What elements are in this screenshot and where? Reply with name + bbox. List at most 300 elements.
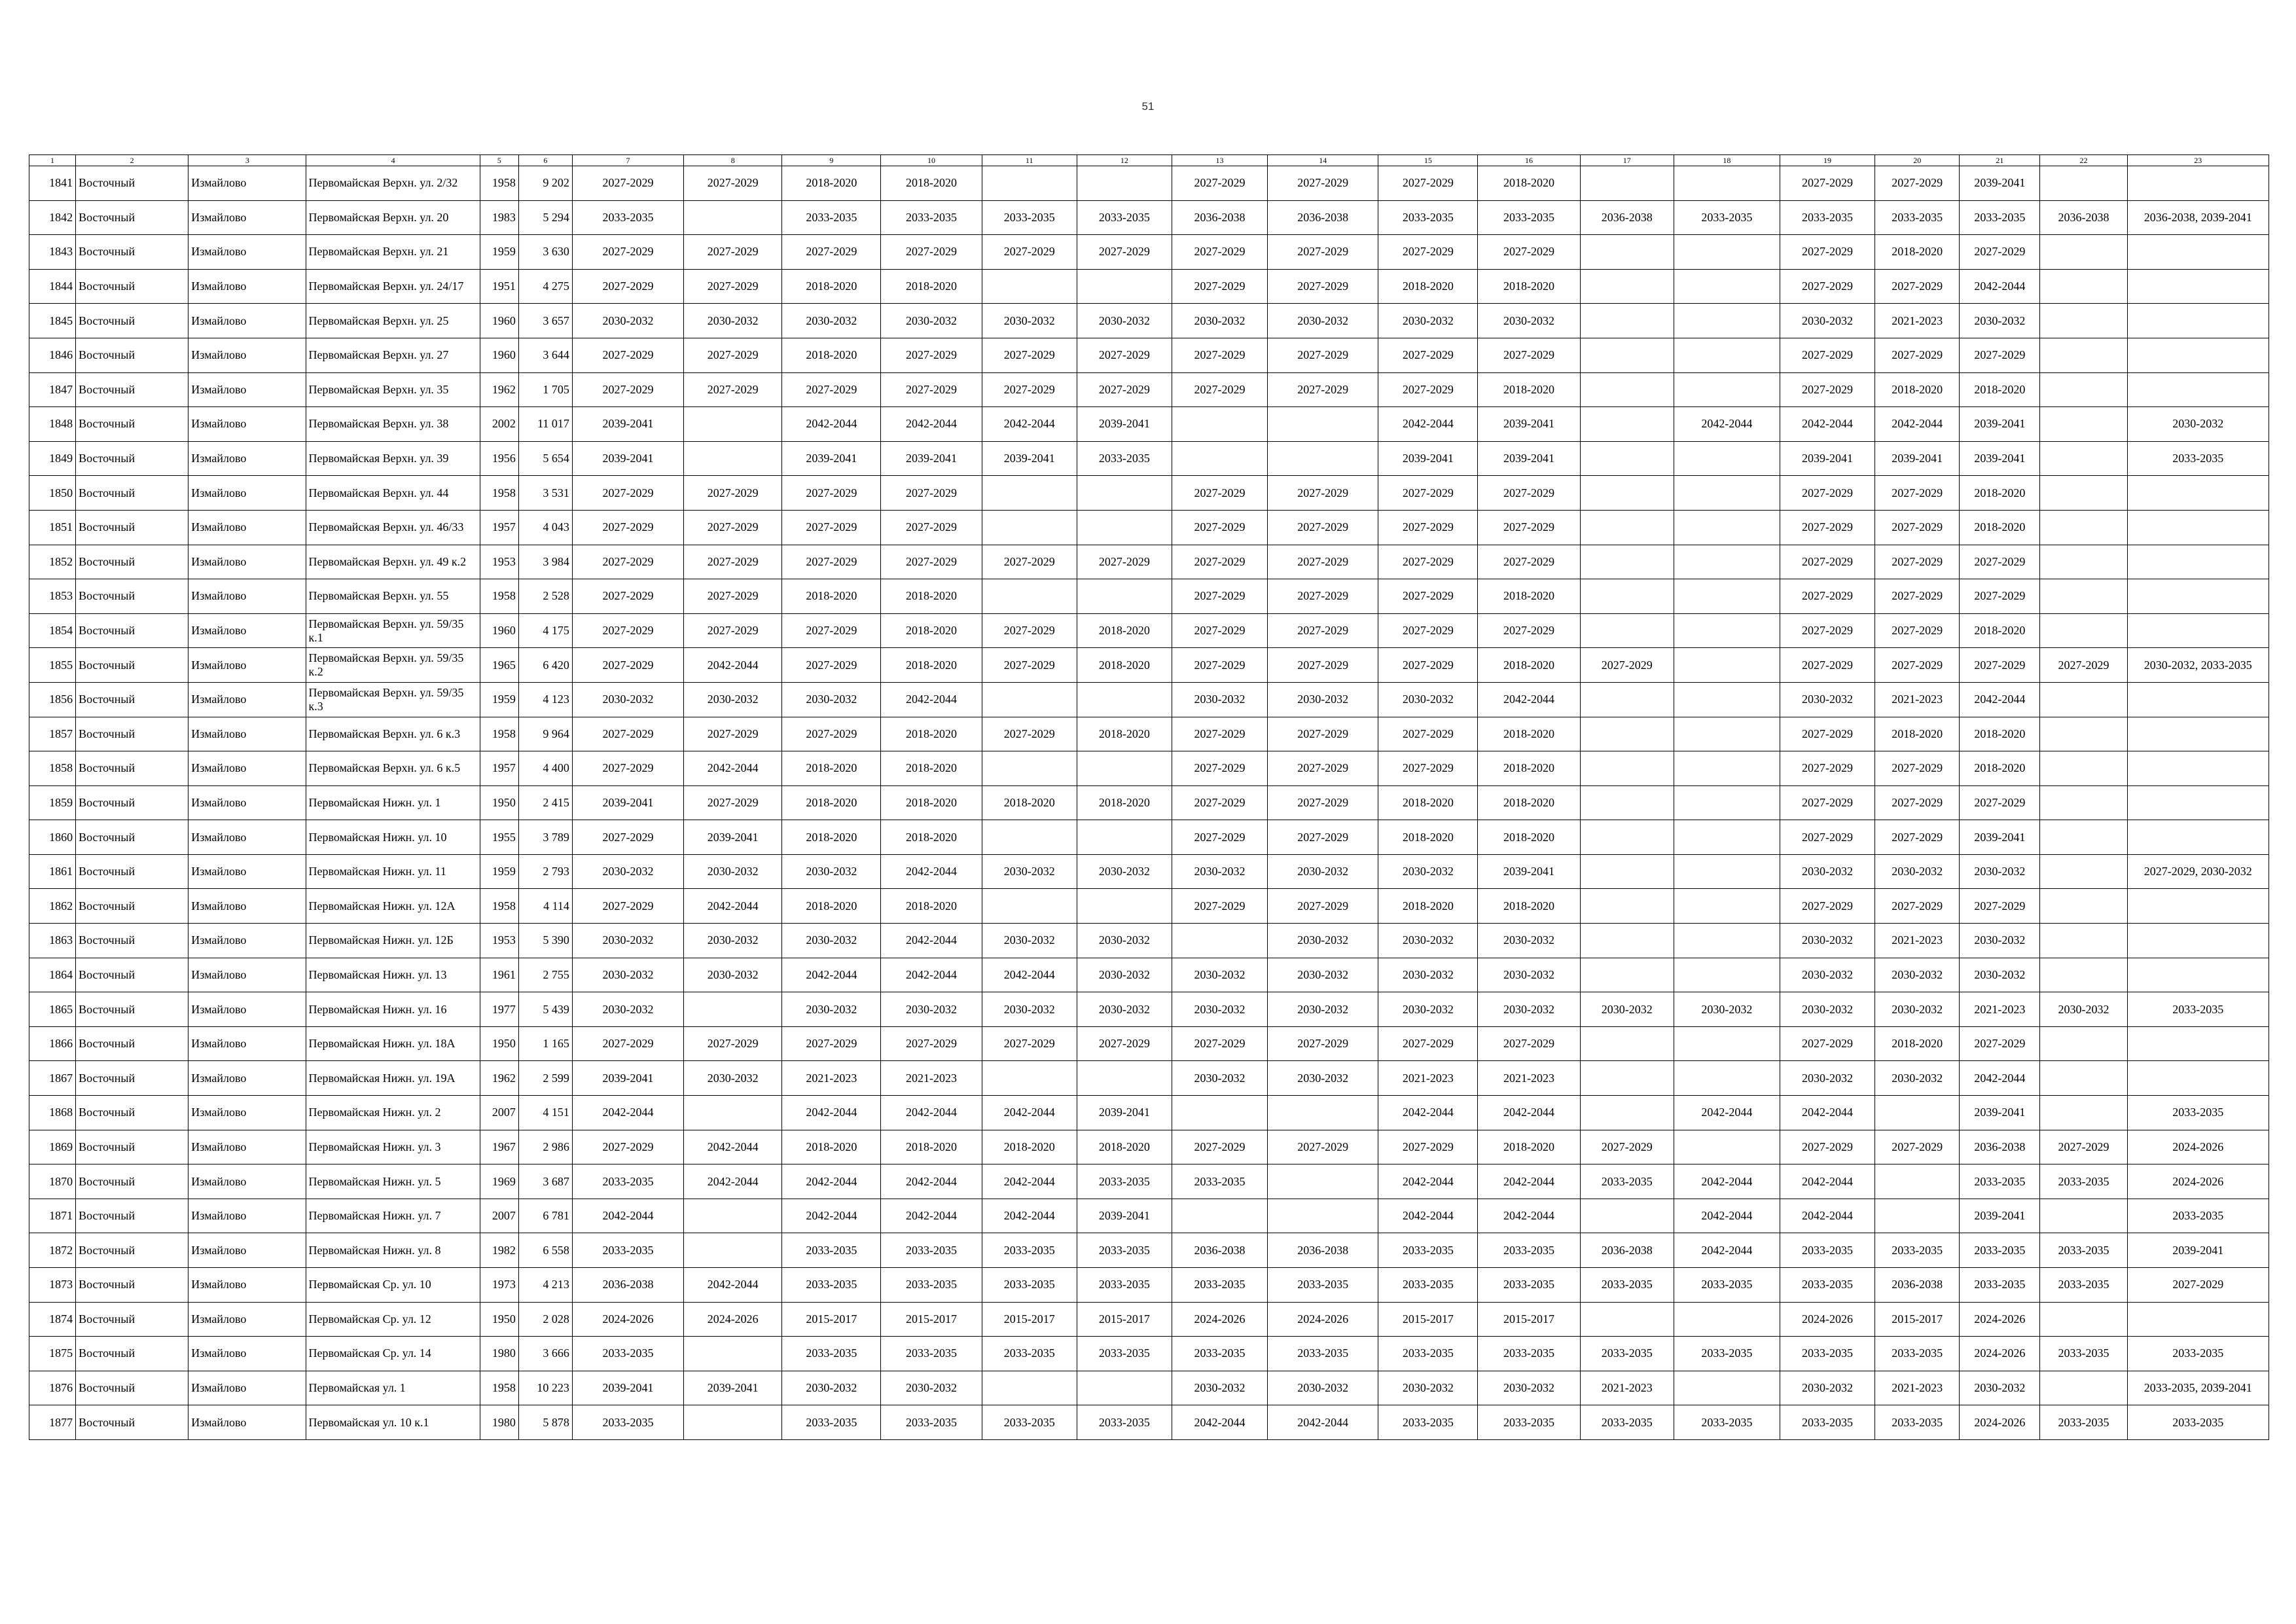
period-cell-col-15: 2018-2020 xyxy=(1378,785,1478,820)
area-value-cell: 4 114 xyxy=(518,889,572,924)
period-cell-col-22: 2033-2035 xyxy=(2040,1337,2127,1371)
year-cell: 2002 xyxy=(480,407,518,442)
period-cell-col-19: 2027-2029 xyxy=(1780,476,1874,511)
period-cell-col-14 xyxy=(1268,407,1378,442)
year-cell: 1980 xyxy=(480,1405,518,1440)
period-cell-col-19: 2030-2032 xyxy=(1780,1371,1874,1405)
column-header-8: 8 xyxy=(684,155,782,166)
period-cell-col-7: 2027-2029 xyxy=(572,820,683,855)
period-cell-col-18: 2042-2044 xyxy=(1674,407,1780,442)
period-cell-col-8: 2027-2029 xyxy=(684,1026,782,1061)
period-cell-col-17 xyxy=(1580,854,1674,889)
period-cell-col-9: 2042-2044 xyxy=(782,958,881,992)
address-cell: Первомайская Верхн. ул. 2/32 xyxy=(306,166,480,201)
row-number-cell: 1873 xyxy=(29,1268,76,1303)
period-cell-col-11: 2042-2044 xyxy=(982,1199,1077,1233)
period-cell-col-10: 2042-2044 xyxy=(881,1096,982,1130)
period-cell-col-14: 2027-2029 xyxy=(1268,1026,1378,1061)
district-cell: Восточный xyxy=(76,1096,188,1130)
period-cell-col-10: 2027-2029 xyxy=(881,476,982,511)
period-cell-col-7: 2027-2029 xyxy=(572,1026,683,1061)
year-cell: 1961 xyxy=(480,958,518,992)
year-cell: 1960 xyxy=(480,613,518,648)
period-cell-col-21: 2036-2038 xyxy=(1960,1130,2040,1164)
period-cell-col-16: 2027-2029 xyxy=(1478,1026,1580,1061)
period-cell-col-13 xyxy=(1172,1199,1267,1233)
period-cell-col-10: 2033-2035 xyxy=(881,1233,982,1268)
period-cell-col-7: 2039-2041 xyxy=(572,407,683,442)
period-cell-col-8: 2030-2032 xyxy=(684,854,782,889)
period-cell-col-22: 2033-2035 xyxy=(2040,1164,2127,1199)
period-cell-col-22 xyxy=(2040,407,2127,442)
table-row xyxy=(29,613,2269,648)
period-cell-col-18 xyxy=(1674,235,1780,270)
period-cell-col-9: 2018-2020 xyxy=(782,579,881,614)
district-cell: Восточный xyxy=(76,648,188,683)
period-cell-col-12: 2030-2032 xyxy=(1077,958,1172,992)
area-cell: Измайлово xyxy=(188,1096,306,1130)
column-header-21: 21 xyxy=(1960,155,2040,166)
period-cell-col-9: 2033-2035 xyxy=(782,200,881,235)
period-cell-col-12: 2018-2020 xyxy=(1077,648,1172,683)
period-cell-col-18 xyxy=(1674,579,1780,614)
row-number-cell: 1870 xyxy=(29,1164,76,1199)
period-cell-col-13: 2027-2029 xyxy=(1172,545,1267,579)
period-cell-col-18 xyxy=(1674,510,1780,545)
period-cell-col-17 xyxy=(1580,751,1674,786)
period-cell-col-9: 2018-2020 xyxy=(782,338,881,372)
period-cell-col-19: 2024-2026 xyxy=(1780,1302,1874,1337)
period-cell-col-10: 2030-2032 xyxy=(881,992,982,1027)
period-cell-col-8: 2027-2029 xyxy=(684,510,782,545)
period-cell-col-22: 2033-2035 xyxy=(2040,1233,2127,1268)
row-number-cell: 1855 xyxy=(29,648,76,683)
area-value-cell: 2 986 xyxy=(518,1130,572,1164)
area-value-cell: 3 984 xyxy=(518,545,572,579)
address-cell: Первомайская Верхн. ул. 27 xyxy=(306,338,480,372)
period-cell-col-15: 2027-2029 xyxy=(1378,545,1478,579)
period-cell-col-21: 2039-2041 xyxy=(1960,407,2040,442)
period-cell-col-19: 2030-2032 xyxy=(1780,854,1874,889)
period-cell-col-17 xyxy=(1580,1061,1674,1096)
period-cell-col-17 xyxy=(1580,889,1674,924)
row-number-cell: 1872 xyxy=(29,1233,76,1268)
period-cell-col-11: 2027-2029 xyxy=(982,613,1077,648)
period-cell-col-14: 2033-2035 xyxy=(1268,1268,1378,1303)
period-cell-col-12 xyxy=(1077,820,1172,855)
period-cell-col-21: 2033-2035 xyxy=(1960,200,2040,235)
area-value-cell: 2 755 xyxy=(518,958,572,992)
period-cell-col-19: 2042-2044 xyxy=(1780,407,1874,442)
period-cell-col-22: 2033-2035 xyxy=(2040,1268,2127,1303)
period-cell-col-17 xyxy=(1580,1026,1674,1061)
period-cell-col-20: 2036-2038 xyxy=(1875,1268,1960,1303)
period-cell-col-23: 2027-2029, 2030-2032 xyxy=(2127,854,2269,889)
period-cell-col-7: 2033-2035 xyxy=(572,200,683,235)
column-header-11: 11 xyxy=(982,155,1077,166)
period-cell-col-18: 2042-2044 xyxy=(1674,1199,1780,1233)
row-number-cell: 1875 xyxy=(29,1337,76,1371)
period-cell-col-16: 2042-2044 xyxy=(1478,682,1580,717)
period-cell-col-19: 2027-2029 xyxy=(1780,545,1874,579)
period-cell-col-21: 2024-2026 xyxy=(1960,1405,2040,1440)
period-cell-col-16: 2018-2020 xyxy=(1478,717,1580,751)
period-cell-col-7: 2042-2044 xyxy=(572,1096,683,1130)
period-cell-col-14: 2030-2032 xyxy=(1268,1371,1378,1405)
period-cell-col-22 xyxy=(2040,338,2127,372)
period-cell-col-18 xyxy=(1674,924,1780,958)
period-cell-col-21: 2033-2035 xyxy=(1960,1233,2040,1268)
period-cell-col-21: 2030-2032 xyxy=(1960,854,2040,889)
table-row xyxy=(29,1371,2269,1405)
row-number-cell: 1842 xyxy=(29,200,76,235)
period-cell-col-12: 2033-2035 xyxy=(1077,1164,1172,1199)
period-cell-col-23: 2027-2029 xyxy=(2127,1268,2269,1303)
period-cell-col-18 xyxy=(1674,338,1780,372)
period-cell-col-11 xyxy=(982,166,1077,201)
period-cell-col-14: 2027-2029 xyxy=(1268,510,1378,545)
period-cell-col-13: 2027-2029 xyxy=(1172,648,1267,683)
row-number-cell: 1867 xyxy=(29,1061,76,1096)
period-cell-col-16: 2042-2044 xyxy=(1478,1096,1580,1130)
period-cell-col-23 xyxy=(2127,545,2269,579)
period-cell-col-8: 2027-2029 xyxy=(684,579,782,614)
period-cell-col-22: 2030-2032 xyxy=(2040,992,2127,1027)
year-cell: 1957 xyxy=(480,510,518,545)
area-value-cell: 5 439 xyxy=(518,992,572,1027)
period-cell-col-16: 2039-2041 xyxy=(1478,441,1580,476)
period-cell-col-8 xyxy=(684,992,782,1027)
period-cell-col-23: 2039-2041 xyxy=(2127,1233,2269,1268)
year-cell: 1959 xyxy=(480,235,518,270)
row-number-cell: 1851 xyxy=(29,510,76,545)
period-cell-col-13: 2027-2029 xyxy=(1172,235,1267,270)
period-cell-col-7: 2042-2044 xyxy=(572,1199,683,1233)
period-cell-col-14: 2042-2044 xyxy=(1268,1405,1378,1440)
period-cell-col-7: 2027-2029 xyxy=(572,510,683,545)
period-cell-col-9: 2030-2032 xyxy=(782,1371,881,1405)
district-cell: Восточный xyxy=(76,785,188,820)
period-cell-col-7: 2033-2035 xyxy=(572,1233,683,1268)
period-cell-col-14: 2033-2035 xyxy=(1268,1337,1378,1371)
period-cell-col-8: 2042-2044 xyxy=(684,1268,782,1303)
year-cell: 1958 xyxy=(480,476,518,511)
period-cell-col-16: 2033-2035 xyxy=(1478,1233,1580,1268)
district-cell: Восточный xyxy=(76,682,188,717)
district-cell: Восточный xyxy=(76,166,188,201)
period-cell-col-15: 2015-2017 xyxy=(1378,1302,1478,1337)
period-cell-col-18: 2033-2035 xyxy=(1674,1405,1780,1440)
period-cell-col-17 xyxy=(1580,785,1674,820)
period-cell-col-16: 2021-2023 xyxy=(1478,1061,1580,1096)
period-cell-col-17: 2030-2032 xyxy=(1580,992,1674,1027)
period-cell-col-15: 2027-2029 xyxy=(1378,648,1478,683)
period-cell-col-9: 2033-2035 xyxy=(782,1405,881,1440)
period-cell-col-18 xyxy=(1674,1026,1780,1061)
period-cell-col-20: 2021-2023 xyxy=(1875,924,1960,958)
period-cell-col-20: 2033-2035 xyxy=(1875,1405,1960,1440)
period-cell-col-22 xyxy=(2040,441,2127,476)
period-cell-col-18 xyxy=(1674,1371,1780,1405)
period-cell-col-7: 2039-2041 xyxy=(572,1371,683,1405)
period-cell-col-16: 2027-2029 xyxy=(1478,476,1580,511)
address-cell: Первомайская Верхн. ул. 59/35 к.2 xyxy=(306,648,480,683)
period-cell-col-13: 2030-2032 xyxy=(1172,992,1267,1027)
address-cell: Первомайская ул. 10 к.1 xyxy=(306,1405,480,1440)
period-cell-col-13: 2027-2029 xyxy=(1172,820,1267,855)
period-cell-col-22: 2036-2038 xyxy=(2040,200,2127,235)
period-cell-col-23: 2036-2038, 2039-2041 xyxy=(2127,200,2269,235)
period-cell-col-7: 2033-2035 xyxy=(572,1337,683,1371)
column-header-12: 12 xyxy=(1077,155,1172,166)
period-cell-col-8: 2027-2029 xyxy=(684,476,782,511)
period-cell-col-15: 2030-2032 xyxy=(1378,854,1478,889)
period-cell-col-12: 2039-2041 xyxy=(1077,1096,1172,1130)
area-value-cell: 6 420 xyxy=(518,648,572,683)
period-cell-col-18 xyxy=(1674,441,1780,476)
period-cell-col-10: 2042-2044 xyxy=(881,1164,982,1199)
period-cell-col-13: 2027-2029 xyxy=(1172,372,1267,407)
period-cell-col-20: 2018-2020 xyxy=(1875,235,1960,270)
period-cell-col-14: 2027-2029 xyxy=(1268,1130,1378,1164)
area-cell: Измайлово xyxy=(188,476,306,511)
period-cell-col-19: 2027-2029 xyxy=(1780,613,1874,648)
period-cell-col-18 xyxy=(1674,648,1780,683)
period-cell-col-7: 2027-2029 xyxy=(572,648,683,683)
period-cell-col-14 xyxy=(1268,1096,1378,1130)
period-cell-col-10: 2018-2020 xyxy=(881,269,982,304)
period-cell-col-20: 2021-2023 xyxy=(1875,304,1960,338)
period-cell-col-7: 2027-2029 xyxy=(572,476,683,511)
period-cell-col-7: 2036-2038 xyxy=(572,1268,683,1303)
period-cell-col-10: 2018-2020 xyxy=(881,751,982,786)
address-cell: Первомайская Верхн. ул. 38 xyxy=(306,407,480,442)
period-cell-col-13: 2030-2032 xyxy=(1172,958,1267,992)
period-cell-col-15: 2027-2029 xyxy=(1378,372,1478,407)
period-cell-col-21: 2042-2044 xyxy=(1960,1061,2040,1096)
period-cell-col-17 xyxy=(1580,924,1674,958)
period-cell-col-16: 2027-2029 xyxy=(1478,510,1580,545)
header-row xyxy=(29,155,2269,166)
period-cell-col-16: 2039-2041 xyxy=(1478,854,1580,889)
period-cell-col-15: 2033-2035 xyxy=(1378,1233,1478,1268)
period-cell-col-14 xyxy=(1268,1164,1378,1199)
area-cell: Измайлово xyxy=(188,304,306,338)
period-cell-col-17: 2021-2023 xyxy=(1580,1371,1674,1405)
period-cell-col-14: 2024-2026 xyxy=(1268,1302,1378,1337)
period-cell-col-19: 2027-2029 xyxy=(1780,751,1874,786)
period-cell-col-22 xyxy=(2040,510,2127,545)
period-cell-col-21: 2030-2032 xyxy=(1960,1371,2040,1405)
period-cell-col-18 xyxy=(1674,854,1780,889)
period-cell-col-15: 2030-2032 xyxy=(1378,682,1478,717)
period-cell-col-14: 2027-2029 xyxy=(1268,820,1378,855)
column-header-16: 16 xyxy=(1478,155,1580,166)
period-cell-col-7: 2030-2032 xyxy=(572,924,683,958)
period-cell-col-18 xyxy=(1674,889,1780,924)
period-cell-col-14: 2027-2029 xyxy=(1268,613,1378,648)
period-cell-col-22: 2027-2029 xyxy=(2040,1130,2127,1164)
period-cell-col-11 xyxy=(982,269,1077,304)
period-cell-col-21: 2027-2029 xyxy=(1960,545,2040,579)
period-cell-col-12: 2018-2020 xyxy=(1077,785,1172,820)
table-row xyxy=(29,1337,2269,1371)
period-cell-col-19: 2027-2029 xyxy=(1780,1130,1874,1164)
period-cell-col-9: 2027-2029 xyxy=(782,545,881,579)
period-cell-col-9: 2027-2029 xyxy=(782,235,881,270)
period-cell-col-17: 2033-2035 xyxy=(1580,1405,1674,1440)
period-cell-col-8: 2039-2041 xyxy=(684,1371,782,1405)
year-cell: 1958 xyxy=(480,166,518,201)
period-cell-col-23 xyxy=(2127,1302,2269,1337)
period-cell-col-22 xyxy=(2040,476,2127,511)
period-cell-col-22 xyxy=(2040,372,2127,407)
period-cell-col-11 xyxy=(982,1061,1077,1096)
district-cell: Восточный xyxy=(76,304,188,338)
table-row xyxy=(29,958,2269,992)
column-header-9: 9 xyxy=(782,155,881,166)
address-cell: Первомайская Нижн. ул. 10 xyxy=(306,820,480,855)
period-cell-col-15: 2033-2035 xyxy=(1378,1268,1478,1303)
period-cell-col-20: 2027-2029 xyxy=(1875,510,1960,545)
period-cell-col-22 xyxy=(2040,717,2127,751)
table-row xyxy=(29,854,2269,889)
district-cell: Восточный xyxy=(76,200,188,235)
area-value-cell: 5 294 xyxy=(518,200,572,235)
district-cell: Восточный xyxy=(76,992,188,1027)
period-cell-col-17 xyxy=(1580,407,1674,442)
period-cell-col-12 xyxy=(1077,476,1172,511)
period-cell-col-19: 2027-2029 xyxy=(1780,235,1874,270)
period-cell-col-18: 2042-2044 xyxy=(1674,1164,1780,1199)
period-cell-col-10: 2015-2017 xyxy=(881,1302,982,1337)
row-number-cell: 1846 xyxy=(29,338,76,372)
period-cell-col-19: 2027-2029 xyxy=(1780,889,1874,924)
period-cell-col-21: 2018-2020 xyxy=(1960,372,2040,407)
period-cell-col-10: 2030-2032 xyxy=(881,304,982,338)
period-cell-col-15: 2042-2044 xyxy=(1378,1199,1478,1233)
period-cell-col-15: 2033-2035 xyxy=(1378,1405,1478,1440)
period-cell-col-23 xyxy=(2127,751,2269,786)
period-cell-col-19: 2027-2029 xyxy=(1780,166,1874,201)
row-number-cell: 1868 xyxy=(29,1096,76,1130)
table-row xyxy=(29,648,2269,683)
row-number-cell: 1866 xyxy=(29,1026,76,1061)
page-number: 51 xyxy=(1141,100,1155,113)
row-number-cell: 1845 xyxy=(29,304,76,338)
address-cell: Первомайская Нижн. ул. 1 xyxy=(306,785,480,820)
period-cell-col-22 xyxy=(2040,889,2127,924)
row-number-cell: 1865 xyxy=(29,992,76,1027)
period-cell-col-15: 2042-2044 xyxy=(1378,407,1478,442)
period-cell-col-7: 2033-2035 xyxy=(572,1405,683,1440)
period-cell-col-14: 2030-2032 xyxy=(1268,1061,1378,1096)
row-number-cell: 1853 xyxy=(29,579,76,614)
area-cell: Измайлово xyxy=(188,889,306,924)
area-cell: Измайлово xyxy=(188,717,306,751)
address-cell: Первомайская Верхн. ул. 35 xyxy=(306,372,480,407)
period-cell-col-17 xyxy=(1580,372,1674,407)
period-cell-col-16: 2030-2032 xyxy=(1478,1371,1580,1405)
period-cell-col-10: 2018-2020 xyxy=(881,579,982,614)
period-cell-col-19: 2027-2029 xyxy=(1780,1026,1874,1061)
period-cell-col-11 xyxy=(982,476,1077,511)
period-cell-col-7: 2027-2029 xyxy=(572,579,683,614)
period-cell-col-10: 2018-2020 xyxy=(881,1130,982,1164)
district-cell: Восточный xyxy=(76,545,188,579)
table-row xyxy=(29,476,2269,511)
period-cell-col-19: 2033-2035 xyxy=(1780,200,1874,235)
period-cell-col-16: 2027-2029 xyxy=(1478,545,1580,579)
table-row xyxy=(29,545,2269,579)
area-cell: Измайлово xyxy=(188,1061,306,1096)
area-value-cell: 2 528 xyxy=(518,579,572,614)
period-cell-col-20: 2042-2044 xyxy=(1875,407,1960,442)
period-cell-col-22 xyxy=(2040,166,2127,201)
period-cell-col-16: 2018-2020 xyxy=(1478,785,1580,820)
period-cell-col-20: 2027-2029 xyxy=(1875,889,1960,924)
period-cell-col-15: 2039-2041 xyxy=(1378,441,1478,476)
area-cell: Измайлово xyxy=(188,372,306,407)
period-cell-col-18 xyxy=(1674,785,1780,820)
year-cell: 1950 xyxy=(480,785,518,820)
period-cell-col-18 xyxy=(1674,304,1780,338)
period-cell-col-7: 2024-2026 xyxy=(572,1302,683,1337)
period-cell-col-14: 2030-2032 xyxy=(1268,854,1378,889)
period-cell-col-13: 2042-2044 xyxy=(1172,1405,1267,1440)
area-cell: Измайлово xyxy=(188,1233,306,1268)
table-row xyxy=(29,407,2269,442)
period-cell-col-14: 2027-2029 xyxy=(1268,166,1378,201)
period-cell-col-13: 2024-2026 xyxy=(1172,1302,1267,1337)
period-cell-col-19: 2027-2029 xyxy=(1780,820,1874,855)
year-cell: 1953 xyxy=(480,924,518,958)
period-cell-col-19: 2039-2041 xyxy=(1780,441,1874,476)
period-cell-col-8: 2042-2044 xyxy=(684,889,782,924)
period-cell-col-8: 2030-2032 xyxy=(684,304,782,338)
period-cell-col-18: 2030-2032 xyxy=(1674,992,1780,1027)
area-value-cell: 6 781 xyxy=(518,1199,572,1233)
period-cell-col-23 xyxy=(2127,476,2269,511)
period-cell-col-20: 2018-2020 xyxy=(1875,1026,1960,1061)
period-cell-col-11: 2030-2032 xyxy=(982,924,1077,958)
district-cell: Восточный xyxy=(76,820,188,855)
district-cell: Восточный xyxy=(76,476,188,511)
area-cell: Измайлово xyxy=(188,1130,306,1164)
period-cell-col-22 xyxy=(2040,924,2127,958)
area-cell: Измайлово xyxy=(188,1371,306,1405)
area-value-cell: 4 151 xyxy=(518,1096,572,1130)
period-cell-col-14: 2027-2029 xyxy=(1268,476,1378,511)
period-cell-col-21: 2027-2029 xyxy=(1960,338,2040,372)
district-cell: Восточный xyxy=(76,1130,188,1164)
period-cell-col-23: 2033-2035 xyxy=(2127,992,2269,1027)
period-cell-col-11 xyxy=(982,579,1077,614)
district-cell: Восточный xyxy=(76,613,188,648)
year-cell: 2007 xyxy=(480,1096,518,1130)
year-cell: 1956 xyxy=(480,441,518,476)
area-cell: Измайлово xyxy=(188,613,306,648)
period-cell-col-12: 2027-2029 xyxy=(1077,235,1172,270)
period-cell-col-23: 2033-2035, 2039-2041 xyxy=(2127,1371,2269,1405)
period-cell-col-8: 2030-2032 xyxy=(684,1061,782,1096)
column-header-6: 6 xyxy=(518,155,572,166)
table-row xyxy=(29,1164,2269,1199)
period-cell-col-11 xyxy=(982,682,1077,717)
year-cell: 2007 xyxy=(480,1199,518,1233)
period-cell-col-12: 2030-2032 xyxy=(1077,924,1172,958)
period-cell-col-9: 2027-2029 xyxy=(782,613,881,648)
